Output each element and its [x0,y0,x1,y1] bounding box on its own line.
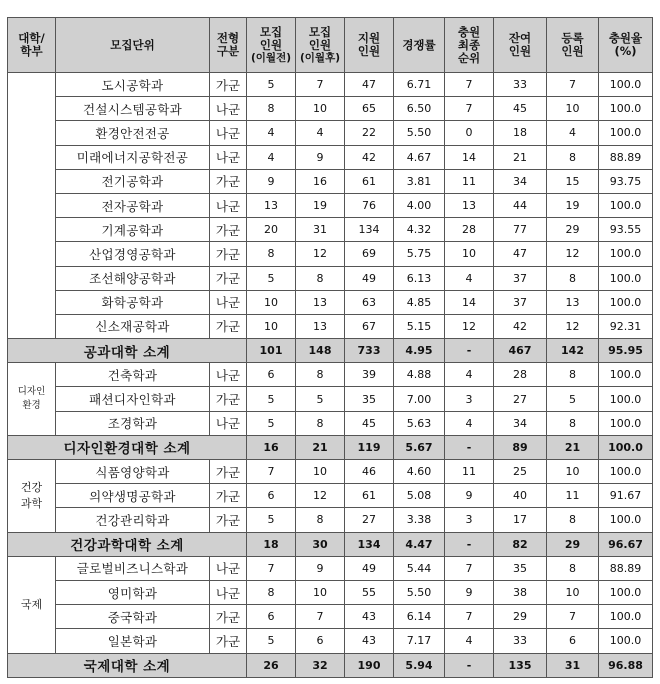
quota-before-cell: 5 [247,266,296,290]
subtotal-label: 국제대학 소계 [8,653,247,677]
unit-cell: 신소재공학과 [56,314,210,338]
quota-before-cell: 5 [247,508,296,532]
fill-rate-cell: 100.0 [599,242,653,266]
table-row [8,387,653,411]
quota-after-cell: 12 [296,242,345,266]
final-rank-cell: 9 [445,580,494,604]
quota-before-cell: 4 [247,121,296,145]
type-cell: 가군 [210,387,247,411]
type-cell: 가군 [210,460,247,484]
applicants-cell: 46 [345,460,394,484]
header-final-rank: 충원 최종 순위 [445,18,494,73]
subtotal-applicants: 190 [345,653,394,677]
final-rank-cell: 7 [445,605,494,629]
header-remaining: 잔여 인원 [494,18,547,73]
fill-rate-cell: 100.0 [599,605,653,629]
quota-before-cell: 10 [247,290,296,314]
unit-cell: 패션디자인학과 [56,387,210,411]
fill-rate-cell: 92.31 [599,314,653,338]
applicants-cell: 43 [345,605,394,629]
final-rank-cell: 12 [445,314,494,338]
subtotal-quota-after: 30 [296,532,345,556]
subtotal-applicants: 134 [345,532,394,556]
quota-after-cell: 31 [296,218,345,242]
table-row [8,484,653,508]
unit-cell: 중국학과 [56,605,210,629]
fill-rate-cell: 93.55 [599,218,653,242]
unit-cell: 조경학과 [56,411,210,435]
type-cell: 가군 [210,169,247,193]
applicants-cell: 69 [345,242,394,266]
registered-cell: 8 [547,145,599,169]
quota-after-cell: 8 [296,266,345,290]
remaining-cell: 28 [494,363,547,387]
remaining-cell: 44 [494,193,547,217]
ratio-cell: 4.32 [394,218,445,242]
unit-cell: 글로벌비즈니스학과 [56,556,210,580]
header-registered: 등록 인원 [547,18,599,73]
fill-rate-cell: 91.67 [599,484,653,508]
remaining-cell: 27 [494,387,547,411]
quota-after-cell: 7 [296,73,345,97]
final-rank-cell: 4 [445,266,494,290]
quota-before-cell: 7 [247,460,296,484]
applicants-cell: 49 [345,266,394,290]
remaining-cell: 34 [494,169,547,193]
registered-cell: 10 [547,460,599,484]
quota-after-cell: 7 [296,605,345,629]
subtotal-final-rank: - [445,435,494,459]
college-label-line: 과학 [20,496,43,510]
table-row [8,242,653,266]
unit-cell: 전기공학과 [56,169,210,193]
final-rank-cell: 28 [445,218,494,242]
ratio-cell: 3.81 [394,169,445,193]
final-rank-cell: 11 [445,460,494,484]
quota-before-cell: 6 [247,363,296,387]
ratio-cell: 5.63 [394,411,445,435]
ratio-cell: 6.50 [394,97,445,121]
applicants-cell: 76 [345,193,394,217]
quota-before-cell: 6 [247,484,296,508]
fill-rate-cell: 100.0 [599,193,653,217]
registered-cell: 7 [547,605,599,629]
quota-after-cell: 19 [296,193,345,217]
ratio-cell: 5.75 [394,242,445,266]
quota-before-cell: 4 [247,145,296,169]
table-row [8,73,653,97]
subtotal-ratio: 4.47 [394,532,445,556]
fill-rate-cell: 100.0 [599,363,653,387]
ratio-cell: 7.00 [394,387,445,411]
college-label-line: 디자인 [17,386,46,398]
ratio-cell: 4.85 [394,290,445,314]
subtotal-registered: 142 [547,339,599,363]
remaining-cell: 38 [494,580,547,604]
fill-rate-cell: 88.89 [599,145,653,169]
quota-after-cell: 9 [296,145,345,169]
remaining-cell: 40 [494,484,547,508]
table-row [8,193,653,217]
type-cell: 가군 [210,314,247,338]
subtotal-fill-rate: 100.0 [599,435,653,459]
quota-before-cell: 5 [247,387,296,411]
final-rank-cell: 4 [445,411,494,435]
quota-before-cell: 9 [247,169,296,193]
ratio-cell: 4.88 [394,363,445,387]
table-row [8,314,653,338]
subtotal-final-rank: - [445,532,494,556]
applicants-cell: 35 [345,387,394,411]
type-cell: 가군 [210,242,247,266]
quota-after-cell: 8 [296,411,345,435]
quota-before-cell: 5 [247,73,296,97]
remaining-cell: 77 [494,218,547,242]
final-rank-cell: 7 [445,73,494,97]
subtotal-fill-rate: 96.67 [599,532,653,556]
registered-cell: 19 [547,193,599,217]
applicants-cell: 27 [345,508,394,532]
table-row [8,580,653,604]
type-cell: 나군 [210,363,247,387]
final-rank-cell: 14 [445,290,494,314]
header-unit: 모집단위 [56,18,210,73]
registered-cell: 8 [547,508,599,532]
applicants-cell: 61 [345,484,394,508]
ratio-cell: 4.67 [394,145,445,169]
applicants-cell: 55 [345,580,394,604]
table-row [8,97,653,121]
quota-before-cell: 13 [247,193,296,217]
quota-after-cell: 13 [296,290,345,314]
remaining-cell: 33 [494,629,547,653]
fill-rate-cell: 100.0 [599,121,653,145]
unit-cell: 산업경영공학과 [56,242,210,266]
type-cell: 가군 [210,218,247,242]
quota-before-cell: 6 [247,605,296,629]
subtotal-ratio: 5.67 [394,435,445,459]
remaining-cell: 35 [494,556,547,580]
table-row [8,411,653,435]
quota-after-cell: 6 [296,629,345,653]
remaining-cell: 37 [494,266,547,290]
header-ratio: 경쟁률 [394,18,445,73]
remaining-cell: 45 [494,97,547,121]
registered-cell: 8 [547,363,599,387]
quota-before-cell: 8 [247,97,296,121]
admission-results-table [7,17,653,678]
quota-after-cell: 9 [296,556,345,580]
fill-rate-cell: 100.0 [599,73,653,97]
fill-rate-cell: 100.0 [599,290,653,314]
subtotal-quota-before: 18 [247,532,296,556]
subtotal-quota-after: 32 [296,653,345,677]
final-rank-cell: 10 [445,242,494,266]
table-row [8,363,653,387]
remaining-cell: 18 [494,121,547,145]
quota-after-cell: 10 [296,580,345,604]
subtotal-quota-after: 148 [296,339,345,363]
fill-rate-cell: 100.0 [599,266,653,290]
subtotal-remaining: 135 [494,653,547,677]
ratio-cell: 5.50 [394,121,445,145]
registered-cell: 7 [547,73,599,97]
unit-cell: 미래에너지공학전공 [56,145,210,169]
remaining-cell: 47 [494,242,547,266]
table-body [8,73,653,678]
final-rank-cell: 3 [445,387,494,411]
registered-cell: 8 [547,266,599,290]
unit-cell: 의약생명공학과 [56,484,210,508]
college-label-line: 건강 [20,480,43,494]
college-cell [8,363,56,436]
final-rank-cell: 7 [445,97,494,121]
type-cell: 가군 [210,266,247,290]
college-label-line: 환경 [22,400,41,412]
unit-cell: 기계공학과 [56,218,210,242]
remaining-cell: 42 [494,314,547,338]
unit-cell: 식품영양학과 [56,460,210,484]
subtotal-remaining: 89 [494,435,547,459]
ratio-cell: 5.50 [394,580,445,604]
quota-after-cell: 8 [296,508,345,532]
quota-after-cell: 4 [296,121,345,145]
subtotal-final-rank: - [445,339,494,363]
subtotal-row [8,653,653,677]
final-rank-cell: 7 [445,556,494,580]
quota-after-cell: 13 [296,314,345,338]
fill-rate-cell: 100.0 [599,460,653,484]
fill-rate-cell: 93.75 [599,169,653,193]
unit-cell: 조선해양공학과 [56,266,210,290]
header-applicants: 지원 인원 [345,18,394,73]
college-cell [8,460,56,533]
type-cell: 나군 [210,97,247,121]
subtotal-row [8,435,653,459]
registered-cell: 29 [547,218,599,242]
remaining-cell: 33 [494,73,547,97]
table-row [8,145,653,169]
applicants-cell: 65 [345,97,394,121]
applicants-cell: 67 [345,314,394,338]
type-cell: 나군 [210,193,247,217]
applicants-cell: 45 [345,411,394,435]
ratio-cell: 6.13 [394,266,445,290]
ratio-cell: 5.44 [394,556,445,580]
quota-before-cell: 20 [247,218,296,242]
type-cell: 가군 [210,508,247,532]
final-rank-cell: 4 [445,629,494,653]
registered-cell: 4 [547,121,599,145]
subtotal-ratio: 5.94 [394,653,445,677]
remaining-cell: 21 [494,145,547,169]
unit-cell: 영미학과 [56,580,210,604]
final-rank-cell: 4 [445,363,494,387]
type-cell: 가군 [210,73,247,97]
fill-rate-cell: 88.89 [599,556,653,580]
table-row [8,218,653,242]
final-rank-cell: 13 [445,193,494,217]
table-row [8,629,653,653]
applicants-cell: 134 [345,218,394,242]
remaining-cell: 37 [494,290,547,314]
admission-results-table-container [7,17,653,678]
fill-rate-cell: 100.0 [599,629,653,653]
applicants-cell: 42 [345,145,394,169]
applicants-cell: 61 [345,169,394,193]
final-rank-cell: 9 [445,484,494,508]
quota-before-cell: 8 [247,242,296,266]
table-row [8,460,653,484]
quota-after-cell: 8 [296,363,345,387]
subtotal-label: 공과대학 소계 [8,339,247,363]
college-cell [8,556,56,653]
applicants-cell: 47 [345,73,394,97]
type-cell: 나군 [210,290,247,314]
ratio-cell: 6.71 [394,73,445,97]
unit-cell: 건설시스템공학과 [56,97,210,121]
fill-rate-cell: 100.0 [599,97,653,121]
header-fill-rate: 충원율 (%) [599,18,653,73]
final-rank-cell: 11 [445,169,494,193]
registered-cell: 10 [547,97,599,121]
subtotal-registered: 21 [547,435,599,459]
registered-cell: 12 [547,242,599,266]
type-cell: 나군 [210,556,247,580]
unit-cell: 건강관리학과 [56,508,210,532]
table-row [8,605,653,629]
fill-rate-cell: 100.0 [599,411,653,435]
unit-cell: 건축학과 [56,363,210,387]
subtotal-quota-after: 21 [296,435,345,459]
final-rank-cell: 0 [445,121,494,145]
final-rank-cell: 14 [445,145,494,169]
quota-before-cell: 10 [247,314,296,338]
quota-before-cell: 5 [247,629,296,653]
unit-cell: 전자공학과 [56,193,210,217]
college-label-line: 국제 [20,597,43,611]
type-cell: 나군 [210,145,247,169]
header-row [8,18,653,73]
registered-cell: 5 [547,387,599,411]
ratio-cell: 5.15 [394,314,445,338]
remaining-cell: 25 [494,460,547,484]
table-row [8,169,653,193]
unit-cell: 환경안전전공 [56,121,210,145]
ratio-cell: 7.17 [394,629,445,653]
quota-after-cell: 5 [296,387,345,411]
type-cell: 나군 [210,121,247,145]
remaining-cell: 17 [494,508,547,532]
applicants-cell: 39 [345,363,394,387]
remaining-cell: 34 [494,411,547,435]
subtotal-remaining: 467 [494,339,547,363]
ratio-cell: 4.00 [394,193,445,217]
unit-cell: 일본학과 [56,629,210,653]
registered-cell: 6 [547,629,599,653]
registered-cell: 13 [547,290,599,314]
registered-cell: 8 [547,411,599,435]
header-quota-before: 모집 인원 (이월전) [247,18,296,73]
applicants-cell: 63 [345,290,394,314]
type-cell: 나군 [210,580,247,604]
subtotal-fill-rate: 95.95 [599,339,653,363]
subtotal-final-rank: - [445,653,494,677]
subtotal-quota-before: 16 [247,435,296,459]
quota-before-cell: 7 [247,556,296,580]
table-row [8,508,653,532]
header-quota-after: 모집 인원 (이월후) [296,18,345,73]
subtotal-applicants: 733 [345,339,394,363]
unit-cell: 도시공학과 [56,73,210,97]
quota-after-cell: 16 [296,169,345,193]
subtotal-registered: 31 [547,653,599,677]
final-rank-cell: 3 [445,508,494,532]
table-row [8,121,653,145]
applicants-cell: 43 [345,629,394,653]
fill-rate-cell: 100.0 [599,508,653,532]
header-type: 전형 구분 [210,18,247,73]
type-cell: 나군 [210,411,247,435]
subtotal-fill-rate: 96.88 [599,653,653,677]
subtotal-ratio: 4.95 [394,339,445,363]
type-cell: 가군 [210,484,247,508]
subtotal-remaining: 82 [494,532,547,556]
subtotal-registered: 29 [547,532,599,556]
ratio-cell: 5.08 [394,484,445,508]
type-cell: 가군 [210,629,247,653]
ratio-cell: 6.14 [394,605,445,629]
remaining-cell: 29 [494,605,547,629]
registered-cell: 8 [547,556,599,580]
applicants-cell: 22 [345,121,394,145]
subtotal-row [8,339,653,363]
quota-before-cell: 8 [247,580,296,604]
fill-rate-cell: 100.0 [599,580,653,604]
header-college: 대학/ 학부 [8,18,56,73]
table-row [8,266,653,290]
subtotal-row [8,532,653,556]
registered-cell: 15 [547,169,599,193]
unit-cell: 화학공학과 [56,290,210,314]
college-cell [8,73,56,339]
subtotal-label: 디자인환경대학 소계 [8,435,247,459]
subtotal-label: 건강과학대학 소계 [8,532,247,556]
subtotal-quota-before: 101 [247,339,296,363]
quota-after-cell: 10 [296,97,345,121]
subtotal-applicants: 119 [345,435,394,459]
quota-after-cell: 10 [296,460,345,484]
ratio-cell: 4.60 [394,460,445,484]
quota-before-cell: 5 [247,411,296,435]
ratio-cell: 3.38 [394,508,445,532]
subtotal-quota-before: 26 [247,653,296,677]
type-cell: 가군 [210,605,247,629]
applicants-cell: 49 [345,556,394,580]
registered-cell: 12 [547,314,599,338]
registered-cell: 11 [547,484,599,508]
registered-cell: 10 [547,580,599,604]
quota-after-cell: 12 [296,484,345,508]
table-row [8,290,653,314]
fill-rate-cell: 100.0 [599,387,653,411]
table-row [8,556,653,580]
